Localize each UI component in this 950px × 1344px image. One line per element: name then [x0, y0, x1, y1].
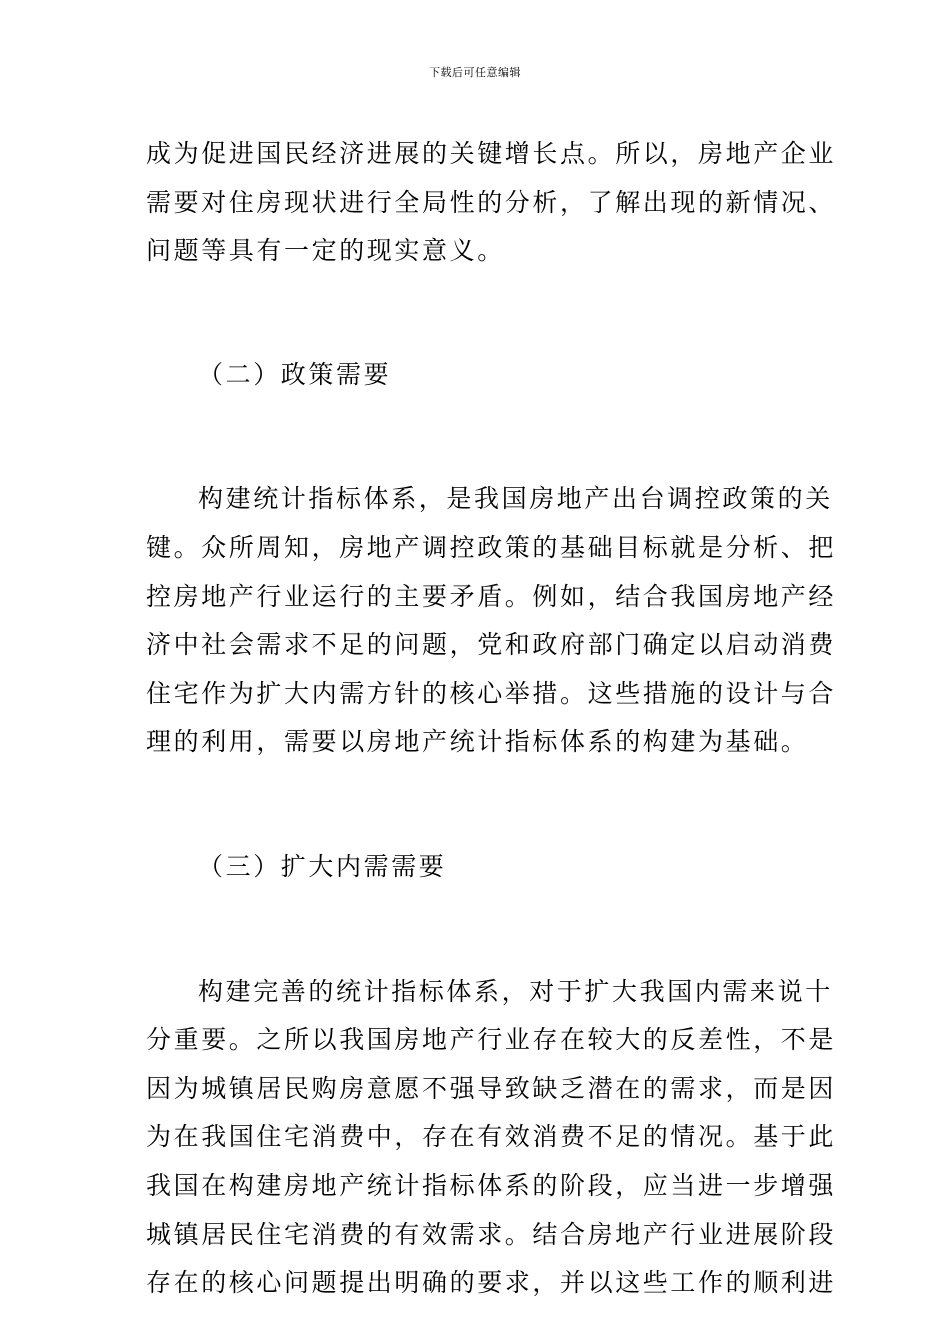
paragraph-line: 存在的核心问题提出明确的要求，并以这些工作的顺利进 [146, 1268, 837, 1298]
section-heading-domestic-demand: （三）扩大内需需要 [198, 851, 447, 881]
paragraph-line: 控房地产行业运行的主要矛盾。例如，结合我国房地产经 [146, 581, 837, 611]
paragraph-domestic-demand [146, 968, 837, 1308]
paragraph-line: 我国在构建房地产统计指标体系的阶段，应当进一步增强 [146, 1170, 837, 1200]
paragraph-line: 城镇居民住宅消费的有效需求。结合房地产行业进展阶段 [146, 1219, 837, 1249]
paragraph-line: 问题等具有一定的现实意义。 [146, 236, 505, 266]
paragraph-line: 构建完善的统计指标体系，对于扩大我国内需来说十 [198, 976, 833, 1006]
page-header-note: 下载后可任意编辑 [429, 66, 521, 79]
paragraph-line: 构建统计指标体系，是我国房地产出台调控政策的关 [198, 484, 833, 514]
paragraph-line: 分重要。之所以我国房地产行业存在较大的反差性，不是 [146, 1025, 837, 1055]
paragraph-line: 键。众所周知，房地产调控政策的基础目标就是分析、把 [146, 532, 837, 562]
paragraph-line: 理的利用，需要以房地产统计指标体系的构建为基础。 [146, 727, 809, 757]
paragraph-line: 济中社会需求不足的问题，党和政府部门确定以启动消费 [146, 630, 837, 660]
paragraph-line: 为在我国住宅消费中，存在有效消费不足的情况。基于此 [146, 1122, 837, 1152]
paragraph-line: 因为城镇居民购房意愿不强导致缺乏潜在的需求，而是因 [146, 1073, 837, 1103]
document-body [146, 130, 837, 1308]
paragraph-line: 住宅作为扩大内需方针的核心举措。这些措施的设计与合 [146, 678, 837, 708]
paragraph-policy [146, 475, 837, 767]
paragraph-line: 成为促进国民经济进展的关键增长点。所以，房地产企业 [146, 139, 837, 168]
paragraph-continuation [146, 130, 837, 276]
section-heading-policy: （二）政策需要 [198, 359, 392, 389]
paragraph-line: 需要对住房现状进行全局性的分析，了解出现的新情况、 [146, 187, 837, 217]
